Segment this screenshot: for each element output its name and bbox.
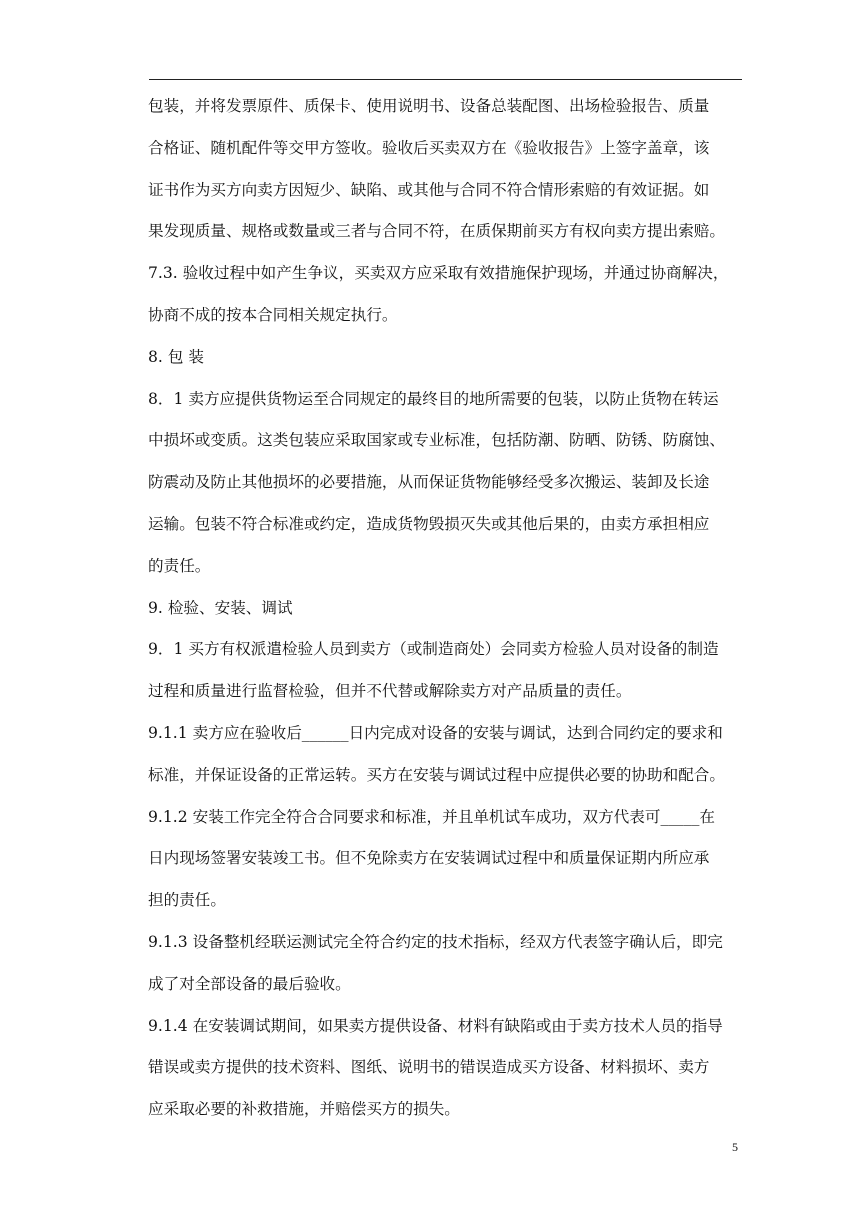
text-line: 成了对全部设备的最后验收。 xyxy=(148,974,351,993)
body-text xyxy=(148,86,748,1131)
text-line: 中损坏或变质。这类包装应采取国家或专业标准，包括防潮、防晒、防锈、防腐蚀、 xyxy=(148,431,725,450)
text-line: 证书作为买方向卖方因短少、缺陷、或其他与合同不符合情形索赔的有效证据。如 xyxy=(148,180,710,199)
text-line: 日内现场签署安装竣工书。但不免除卖方在安装调试过程中和质量保证期内所应承 xyxy=(148,849,710,868)
clause-9-1: 9．1 买方有权派遣检验人员到卖方（或制造商处）会同卖方检验人员对设备的制造 xyxy=(148,640,719,659)
clause-9-1-1: 9.1.1 卖方应在验收后______日内完成对设备的安装与调试，达到合同约定的要求和 xyxy=(148,723,723,742)
text-line: 错误或卖方提供的技术资料、图纸、说明书的错误造成买方设备、材料损坏、卖方 xyxy=(148,1058,710,1077)
clause-9-1-3: 9.1.3 设备整机经联运测试完全符合约定的技术指标，经双方代表签字确认后，即完 xyxy=(148,932,723,951)
section-heading-9: 9. 检验、安装、调试 xyxy=(148,598,293,617)
clause-9-1-2: 9.1.2 安装工作完全符合合同要求和标准，并且单机试车成功，双方代表可_____在 xyxy=(148,807,716,826)
section-heading-8: 8. 包 装 xyxy=(148,347,204,366)
text-line: 标准，并保证设备的正常运转。买方在安装与调试过程中应提供必要的协助和配合。 xyxy=(148,765,725,784)
clause-9-1-4: 9.1.4 在安装调试期间，如果卖方提供设备、材料有缺陷或由于卖方技术人员的指导 xyxy=(148,1016,723,1035)
text-line: 包装，并将发票原件、质保卡、使用说明书、设备总装配图、出场检验报告、质量 xyxy=(148,97,710,115)
text-line: 应采取必要的补救措施，并赔偿买方的损失。 xyxy=(148,1100,460,1119)
clause-7-3: 7.3. 验收过程中如产生争议，买卖双方应采取有效措施保护现场，并通过协商解决， xyxy=(148,264,729,283)
header-rule xyxy=(149,79,742,80)
text-line: 担的责任。 xyxy=(148,891,226,910)
text-line: 防震动及防止其他损坏的必要措施，从而保证货物能够经受多次搬运、装卸及长途 xyxy=(148,473,710,492)
text-line: 过程和质量进行监督检验，但并不代替或解除卖方对产品质量的责任。 xyxy=(148,682,632,701)
page-number: 5 xyxy=(732,1140,738,1154)
text-line: 的责任。 xyxy=(148,556,211,575)
text-line: 协商不成的按本合同相关规定执行。 xyxy=(148,305,398,324)
text-line: 运输。包装不符合标准或约定，造成货物毁损灭失或其他后果的，由卖方承担相应 xyxy=(148,514,710,533)
clause-8-1: 8．1 卖方应提供货物运至合同规定的最终目的地所需要的包装，以防止货物在转运 xyxy=(148,389,719,408)
text-line: 合格证、随机配件等交甲方签收。验收后买卖双方在《验收报告》上签字盖章，该 xyxy=(148,138,710,157)
text-line: 果发现质量、规格或数量或三者与合同不符，在质保期前买方有权向卖方提出索赔。 xyxy=(148,222,725,241)
